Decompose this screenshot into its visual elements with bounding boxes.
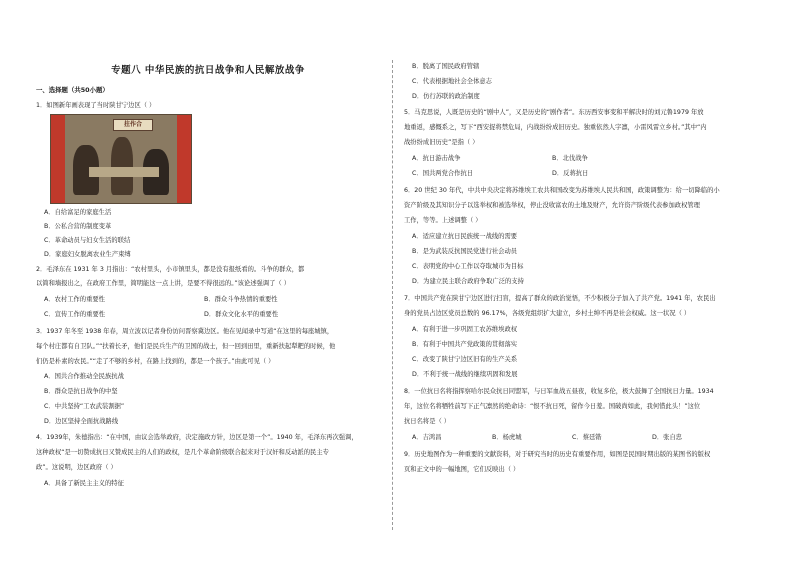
option: D．为建立民主联合政府争取广泛的支持 (412, 278, 524, 285)
image-loom (89, 167, 159, 177)
option: C．中共坚持“工农武装割据” (44, 403, 125, 410)
option: B．群众斗争热情的重要性 (204, 296, 278, 303)
option: A．吉鸿昌 (412, 434, 442, 441)
image-banner-text: 拄作合 (123, 121, 142, 128)
option: C．国共两党合作抗日 (412, 170, 474, 177)
question-8-line: 8．一位抗日名将指挥察哈尔民众抗日同盟军，与日军血战五昼夜，收复多伦，极大鼓舞了全国抗日力量。1934 (404, 388, 714, 395)
image-figure (111, 137, 133, 195)
option: D．张自忠 (652, 434, 683, 441)
question-8-line: 年，这位名将牺牲前写下正气凛然的绝命诗：“恨不抗日死，留作今日羞。国破尚如此，我何惜此头！”这位 (404, 403, 701, 410)
option: C．蔡廷锴 (572, 434, 602, 441)
column-divider (392, 60, 393, 530)
question-3-line: 每个村庄都有自卫队。”“扶着长矛，他们是民兵生产的卫国的战士，但一回到田里，重新扶起犁耙的时候，他 (36, 343, 336, 350)
question-5-line: 5．马克思说，人既是历史的“剧中人”，又是历史的“剧作者”。东历西安事变和平解决时的刘元鲁1979 年放 (404, 109, 704, 116)
question-1-stem: 1．如图新年画表现了当时陕甘宁边区（ ） (36, 102, 156, 109)
question-1-image (50, 114, 192, 204)
option: A．农村工作的重要性 (44, 296, 105, 303)
question-5-line: 地重返，感慨系之，写下“西安捉将禁危局，内战纷纷成旧历史。独重依然人字凛，小雷风雷立乡村。”其中“内 (404, 124, 707, 131)
option: B．有利于中国共产党政策的贯彻落实 (412, 341, 518, 348)
option: D．家庭妇女脱离农业生产束缚 (44, 251, 131, 258)
question-3-line: 3．1937 年冬至 1938 年春，周立波以记者身份访问晋察冀边区。他在见闻录中写道“在这里的每座城镇， (36, 328, 334, 335)
option: B．公私合营的制度变革 (44, 223, 112, 230)
question-8-line: 抗日名将是（ ） (404, 418, 451, 425)
question-9-line: 页和正文中的一幅地图，它们反映出（ ） (404, 466, 520, 473)
question-4-line: 4．1939年，朱德指出：“在中国，由议会选举政府，决定施政方针，边区是第一个”。1940 年，毛泽东再次强调， (36, 434, 358, 441)
question-6-line: 6．20 世纪 30 年代，中共中央决定将苏维埃工农共和国改变为苏维埃人民共和国，政策调整为：给一切降临的小 (404, 187, 720, 194)
option: C．改变了陕甘宁边区旧有的生产关系 (412, 356, 518, 363)
option: B．是为武装反抗国民党进行社会动员 (412, 248, 518, 255)
option: C．革命动员与妇女生活的联结 (44, 237, 131, 244)
page-title: 专题八 中华民族的抗日战争和人民解放战争 (111, 65, 305, 76)
option: C．宣传工作的重要性 (44, 311, 106, 318)
option: A．国共合作推动全民族抗战 (44, 373, 124, 380)
image-border-left (51, 115, 65, 203)
option: D．不利于统一战线的继续巩固和发展 (412, 371, 518, 378)
question-2-line: 2．毛泽东在 1931 年 3 月指出：“农村里头，小市镇里头，都是没有报纸看的。斗争的群众，都 (36, 266, 305, 273)
question-7-line: 身的党员占边区党员总数的 96.17%，各级党组织扩大建立，乡村土绅不再是社会权威。这一状况（ ） (404, 310, 691, 317)
option: A．自给富足的家庭生活 (44, 209, 112, 216)
option: B．群众是抗日战争的中坚 (44, 388, 118, 395)
option: D．反蒋抗日 (552, 170, 589, 177)
option: B．脱离了国民政府管辖 (412, 63, 480, 70)
question-5-line: 战纷纷成旧历史”是指（ ） (404, 139, 479, 146)
option: D．群众文化水平的重要性 (204, 311, 279, 318)
option: D．边区坚持全面抗战路线 (44, 418, 119, 425)
option: A．适应建立抗日民族统一战线的需要 (412, 233, 518, 240)
question-4-line: 政”。这说明，边区政府（ ） (36, 464, 117, 471)
option: A．抗日游击战争 (412, 155, 461, 162)
question-7-line: 7．中国共产党在陕甘宁边区进行扫盲，提高了群众的政治觉悟，不少积极分子加入了共产党。1941 年，农民出 (404, 295, 716, 302)
section-heading: 一、选择题（共50小题） (36, 86, 109, 94)
question-3-line: 们仍是朴素的农民。”“走了不够的乡村，在路上找到的，都是一个孩子。”由此可见（ ） (36, 358, 275, 365)
question-6-line: 资产阶级及其知识分子以选举权和被选举权，停止没收富农的土地及财产，允许资产阶级代表参加政权管理 (404, 202, 700, 209)
option: C．代表根据地社会全体意志 (412, 78, 492, 85)
option: B．北伐战争 (552, 155, 588, 162)
option: A．有利于进一步巩固工农苏维埃政权 (412, 326, 518, 333)
image-border-right (177, 115, 191, 203)
option: B．杨虎城 (492, 434, 522, 441)
image-banner (113, 119, 153, 131)
question-2-line: 以简和墙报出之，在政府工作里，简明能这一点上讲，是要不得很远的。”该论述强调了（ ） (36, 280, 290, 287)
option: C．表明党的中心工作以夺取城市为目标 (412, 263, 524, 270)
option: A．具备了新民主主义的特征 (44, 480, 124, 487)
option: D．仿行苏联的政治制度 (412, 93, 480, 100)
question-9-line: 9．历史地图作为一种重要的文献资料，对于研究当时的历史有重要作用，如图是民国时期出版的某图书的版权 (404, 451, 711, 458)
question-6-line: 工作，等等。上述调整（ ） (404, 217, 482, 224)
question-4-line: 这种政权“是一切赞成抗日又赞成民主的人们的政权，是几个革命阶级联合起来对于汉奸和反动派的民主专 (36, 449, 329, 456)
